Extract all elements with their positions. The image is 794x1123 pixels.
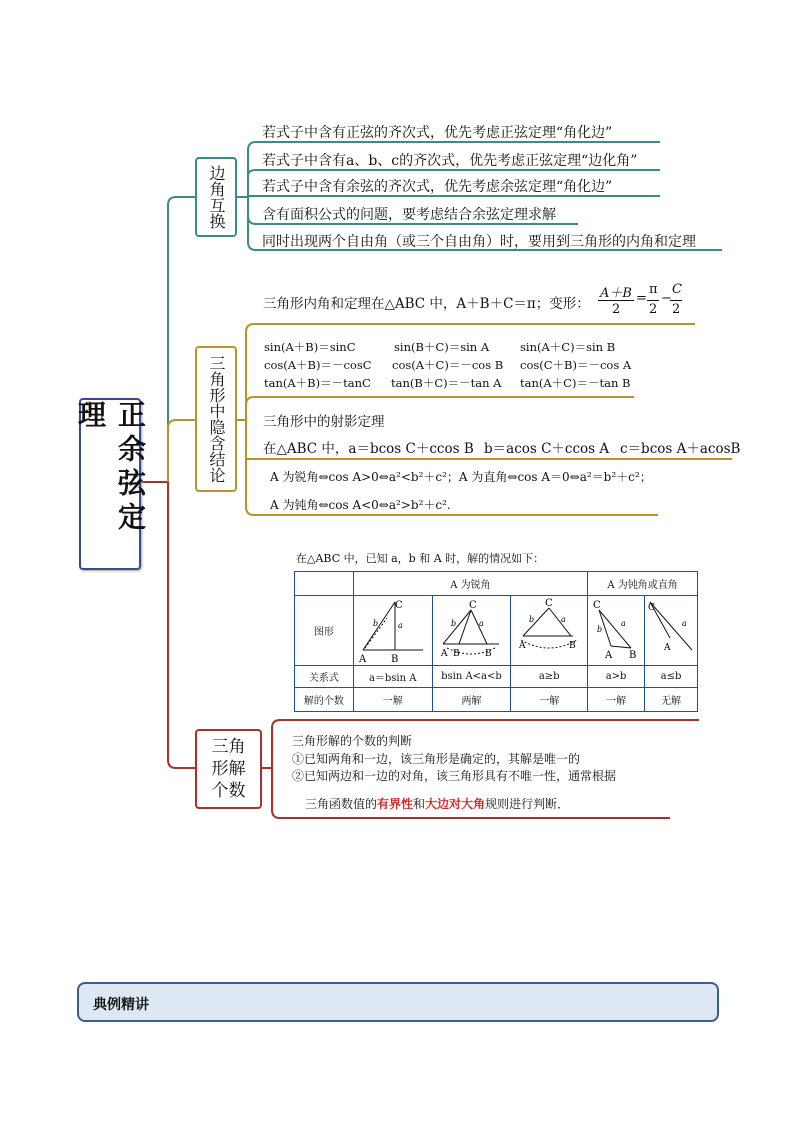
- fig4-side-b: b: [597, 625, 603, 634]
- relation-2: bsin A<a<b: [432, 666, 511, 688]
- fig4-label-b: B: [629, 650, 637, 661]
- fig1-label-b: B: [390, 654, 399, 662]
- frac3-bar: [670, 300, 682, 301]
- identity-3-2: tan(B＋C)＝－tan A: [391, 376, 502, 390]
- fig1-side-b: b: [372, 619, 378, 628]
- fig3-label-a: A: [519, 641, 526, 651]
- fig3-label-b: B: [569, 641, 576, 651]
- triangle-figure-5: [646, 596, 696, 662]
- angle-sum-theorem: 三角形内角和定理在△ABC 中，A＋B＋C＝π；变形：: [263, 296, 590, 312]
- row-label-relation: 关系式: [295, 666, 354, 688]
- fig1-label-a: A: [358, 654, 366, 662]
- root-node: 正余弦定理: [79, 398, 141, 570]
- fraction-variant: [598, 282, 688, 320]
- count-1: 一解: [353, 688, 432, 712]
- section-banner: [77, 982, 719, 1022]
- branch-hidden-conclusions: 三角形中隐含结论: [195, 346, 237, 492]
- fig5-side-a: a: [682, 619, 687, 628]
- figure-4: [588, 596, 645, 666]
- branch1-line-2: 若式子中含有a、b、c的齐次式，优先考虑正弦定理“边化角”: [262, 153, 638, 169]
- triangle-figure-2: [435, 596, 507, 662]
- relation-4: a>b: [588, 666, 645, 688]
- pi-num: π: [649, 282, 658, 297]
- fig2-label-b2: B: [485, 649, 493, 659]
- identity-1-1: sin(A＋B)＝sinC: [264, 340, 356, 354]
- identity-3-3: tan(A＋C)＝－tan B: [520, 376, 631, 390]
- relation-5: a≤b: [645, 666, 698, 688]
- frac2-num: C: [672, 282, 682, 297]
- identity-2-1: cos(A＋B)＝－cosC: [264, 358, 372, 372]
- fig3-side-b: b: [529, 615, 535, 624]
- fig4-side-a: a: [621, 619, 626, 628]
- fig3-side-a: a: [561, 615, 566, 624]
- row-label-figure: 图形: [295, 596, 354, 666]
- fig2-label-c: C: [469, 600, 478, 611]
- minus-sign: −: [661, 291, 672, 306]
- solution-rule-2: ②已知两边和一边的对角，该三角形具有不唯一性，通常根据: [292, 769, 617, 783]
- table-intro: 在△ABC 中，已知 a，b 和 A 时，解的情况如下：: [296, 552, 545, 565]
- figure-1: [353, 596, 432, 666]
- fig2-side-b: b: [451, 619, 457, 628]
- solution-heading: 三角形解的个数的判断: [292, 734, 413, 748]
- branch1-line-4: 含有面积公式的问题，要考虑结合余弦定理求解: [262, 207, 556, 223]
- identity-1-2: sin(B＋C)＝sin A: [394, 340, 490, 354]
- branch-edge-angle-conversion: 边角互换: [195, 157, 237, 237]
- branch1-line-3: 若式子中含有余弦的齐次式，优先考虑余弦定理“角化边”: [262, 179, 613, 195]
- fig5-label-a: A: [664, 643, 671, 653]
- fig2-side-a: a: [479, 619, 485, 628]
- table-corner: [295, 572, 354, 596]
- triangle-figure-3: [513, 596, 585, 662]
- acute-right-condition: A 为锐角⇔cos A>0⇔a²<b²＋c²；A 为直角⇔cos A＝0⇔a²＝b²＋c²；: [270, 470, 652, 484]
- identity-2-3: cos(C＋B)＝－cos A: [520, 358, 632, 372]
- header-acute: A 为锐角: [353, 572, 587, 596]
- fig3-label-c: C: [545, 598, 553, 609]
- fig4-label-c: C: [593, 600, 601, 611]
- fig2-label-b1: B: [453, 649, 461, 659]
- triangle-figure-1: [357, 596, 429, 662]
- rule3-mid: 和: [413, 797, 426, 811]
- projection-formula-a: 在△ABC 中，a＝bcos C＋ccos B: [263, 441, 474, 457]
- frac1-num: A＋B: [600, 286, 632, 301]
- count-4: 一解: [588, 688, 645, 712]
- identity-2-2: cos(A＋C)＝－cos B: [392, 358, 504, 372]
- branch3-title: 三角形解个数: [211, 737, 246, 801]
- fig4-label-a: A: [605, 650, 613, 661]
- rule3-pre: 三角函数值的: [305, 797, 378, 811]
- solution-count-table: [294, 571, 698, 712]
- equals-sign: =: [636, 291, 647, 306]
- frac1-bar: [598, 300, 634, 301]
- frac2-bar: [647, 300, 659, 301]
- rule3-larger-side: 大边对大角: [425, 797, 486, 811]
- solution-rule-1: ①已知两角和一边，该三角形是确定的，其解是唯一的: [292, 752, 581, 766]
- projection-formula-c: c＝bcos A＋acosB: [620, 441, 741, 457]
- obtuse-condition: A 为钝角⇔cos A<0⇔a²>b²＋c².: [270, 498, 451, 512]
- identity-1-3: sin(A＋C)＝sin B: [520, 340, 616, 354]
- frac2-den: 2: [672, 302, 681, 317]
- pi-den: 2: [649, 302, 658, 317]
- count-2: 两解: [432, 688, 511, 712]
- rule3-boundedness: 有界性: [377, 797, 414, 811]
- figure-2: [432, 596, 511, 666]
- banner-title: 典例精讲: [93, 997, 149, 1013]
- relation-3: a≥b: [511, 666, 588, 688]
- branch1-line-1: 若式子中含有正弦的齐次式，优先考虑正弦定理“角化边”: [262, 125, 613, 141]
- header-obtuse: A 为钝角或直角: [588, 572, 698, 596]
- branch-solution-count: [195, 729, 262, 809]
- row-label-count: 解的个数: [295, 688, 354, 712]
- triangle-figure-4: [589, 596, 643, 662]
- identity-3-1: tan(A＋B)＝－tanC: [264, 376, 371, 390]
- figure-3: [511, 596, 588, 666]
- relation-1: a＝bsin A: [353, 666, 432, 688]
- fig1-label-c: C: [394, 600, 403, 611]
- rule3-post: 规则进行判断．: [485, 797, 570, 811]
- frac1-den: 2: [612, 302, 621, 317]
- projection-title: 三角形中的射影定理: [263, 414, 385, 430]
- fig2-label-a: A: [441, 649, 448, 659]
- fig1-side-a: a: [397, 621, 403, 630]
- figure-5: [645, 596, 698, 666]
- count-5: 无解: [645, 688, 698, 712]
- count-3: 一解: [511, 688, 588, 712]
- solution-rule-3: [305, 795, 569, 812]
- projection-formula-b: b＝acos C＋ccos A: [484, 441, 610, 457]
- fig5-label-c: C: [648, 603, 655, 613]
- branch1-line-5: 同时出现两个自由角（或三个自由角）时，要用到三角形的内角和定理: [262, 234, 696, 250]
